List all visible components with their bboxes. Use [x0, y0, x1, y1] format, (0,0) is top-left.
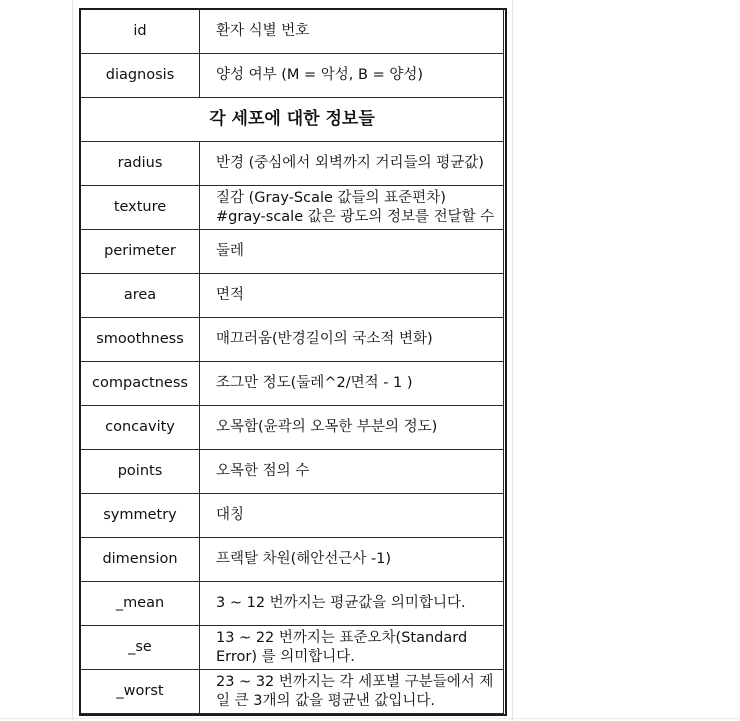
field-name: points: [81, 450, 200, 494]
field-name: texture: [81, 186, 200, 230]
data-dictionary-table: [80, 9, 504, 714]
field-name: _worst: [81, 670, 200, 714]
field-description: 오목함(윤곽의 오목한 부분의 정도): [200, 406, 504, 450]
field-name: compactness: [81, 362, 200, 406]
field-description: 대칭: [200, 494, 504, 538]
field-name: symmetry: [81, 494, 200, 538]
field-description: 질감 (Gray-Scale 값들의 표준편차) #gray-scale 값은 광도의 정보를 전달할 수: [200, 186, 504, 230]
field-description: 13 ~ 22 번까지는 표준오차(Standard Error) 를 의미합니다.: [200, 626, 504, 670]
field-description: 반경 (중심에서 외벽까지 거리들의 평균값): [200, 142, 504, 186]
field-description: 조그만 정도(둘레^2/면적 - 1 ): [200, 362, 504, 406]
section-title: 각 세포에 대한 정보들: [81, 98, 504, 142]
table-row: [81, 54, 504, 98]
table-row: [81, 274, 504, 318]
table-row: [81, 142, 504, 186]
field-description: 매끄러움(반경길이의 국소적 변화): [200, 318, 504, 362]
table-row: [81, 670, 504, 714]
field-description: 양성 여부 (M = 악성, B = 양성): [200, 54, 504, 98]
table-row: [81, 538, 504, 582]
field-name: smoothness: [81, 318, 200, 362]
table-row: [81, 626, 504, 670]
field-name: radius: [81, 142, 200, 186]
field-name: area: [81, 274, 200, 318]
table-row: [81, 582, 504, 626]
table-row: [81, 450, 504, 494]
table-row: [81, 186, 504, 230]
field-description: 둘레: [200, 230, 504, 274]
table-row: [81, 494, 504, 538]
field-description: 3 ~ 12 번까지는 평균값을 의미합니다.: [200, 582, 504, 626]
field-name: diagnosis: [81, 54, 200, 98]
grid-column-line: [512, 0, 513, 721]
field-name: _se: [81, 626, 200, 670]
field-name: perimeter: [81, 230, 200, 274]
field-description: 면적: [200, 274, 504, 318]
table-row: [81, 406, 504, 450]
table-row: [81, 362, 504, 406]
field-name: dimension: [81, 538, 200, 582]
section-row: [81, 98, 504, 142]
grid-row-line: [0, 718, 740, 719]
field-name: _mean: [81, 582, 200, 626]
field-name: concavity: [81, 406, 200, 450]
field-description: 환자 식별 번호: [200, 10, 504, 54]
field-description: 23 ~ 32 번까지는 각 세포별 구분들에서 제 일 큰 3개의 값을 평균낸 값입니다.: [200, 670, 504, 714]
grid-column-line: [72, 0, 73, 721]
table-row: [81, 10, 504, 54]
table-row: [81, 318, 504, 362]
field-description: 오목한 점의 수: [200, 450, 504, 494]
table-row: [81, 230, 504, 274]
field-description: 프랙탈 차원(해안선근사 -1): [200, 538, 504, 582]
field-name: id: [81, 10, 200, 54]
